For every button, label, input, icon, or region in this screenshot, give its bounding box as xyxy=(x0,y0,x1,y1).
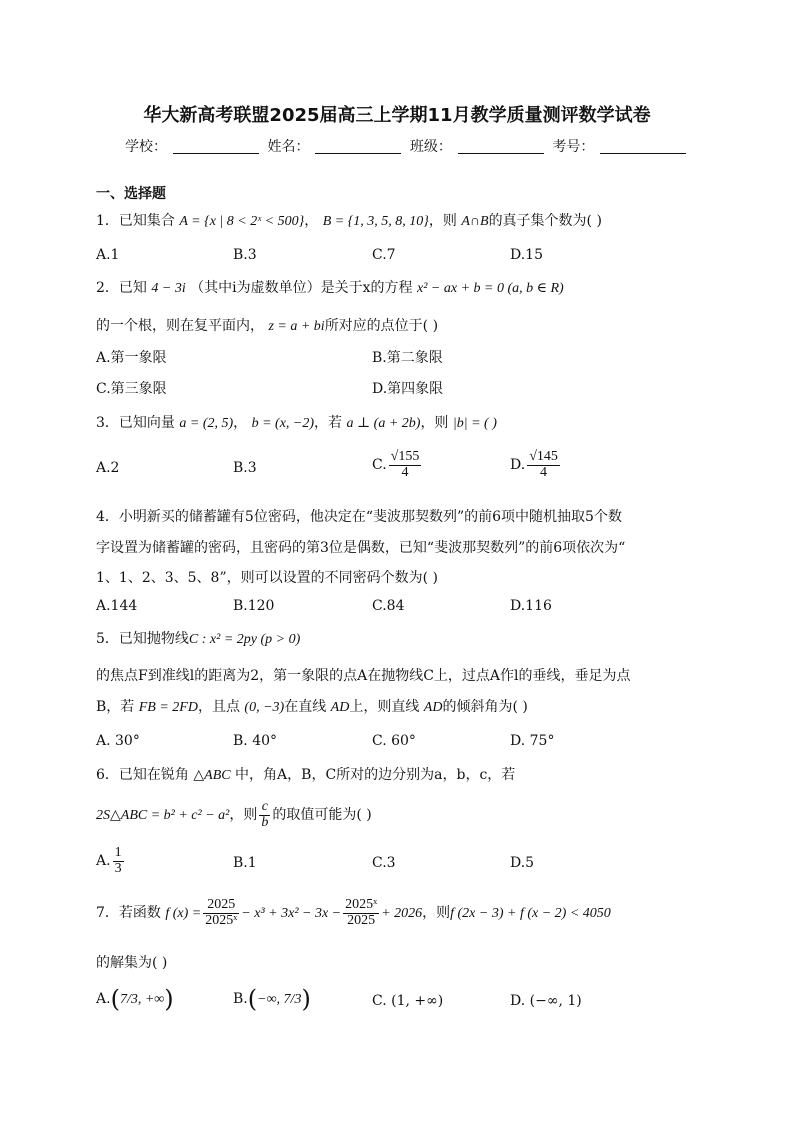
q4-option-d[interactable]: D.116 xyxy=(510,598,552,614)
q6-text-2: 中，角A，B，C所对的边分别为a，b，c，若 xyxy=(235,767,516,783)
question-5-line-2: 的焦点F到准线l的距离为2，第一象限的点A在抛物线C上，过点A作l的垂线，垂足为点 xyxy=(96,668,631,684)
q6-option-b[interactable]: B.1 xyxy=(233,855,257,871)
q3-sep: ， xyxy=(233,415,248,431)
class-blank[interactable] xyxy=(458,139,544,154)
question-6-line-2 xyxy=(96,800,372,830)
question-7-line-2: 的解集为( ) xyxy=(96,955,168,971)
q6-number: 6． xyxy=(96,767,119,783)
q7-inequality: f (2x − 3) + f (x − 2) < 4050 xyxy=(450,906,611,922)
q7-mid: − x³ + 3x² − 3x − xyxy=(241,906,342,922)
q7-frac1-num: 2025 xyxy=(203,898,239,914)
q3-abs-b: |b| = ( ) xyxy=(452,416,497,431)
q7-option-b[interactable]: B.(−∞, 7/3) xyxy=(233,985,311,1013)
question-5-line-3 xyxy=(96,696,528,716)
q3-perpendicular: a ⊥ (a + 2b) xyxy=(346,416,421,431)
student-info-line xyxy=(125,136,690,156)
q3-option-b[interactable]: B.3 xyxy=(233,460,257,476)
q3-option-c-den: 4 xyxy=(401,464,409,480)
q3-text: 已知向量 xyxy=(118,415,175,431)
q6-option-a-den: 3 xyxy=(114,860,122,876)
q5-option-b[interactable]: B. 40° xyxy=(233,733,278,749)
q2-root: 4 − 3i xyxy=(151,281,186,296)
q4-option-b[interactable]: B.120 xyxy=(233,598,275,614)
q7-option-d[interactable]: D. (−∞, 1) xyxy=(510,993,582,1009)
question-4-line-2: 字设置为储蓄罐的密码，且密码的第3位是偶数，已知“斐波那契数列”的前6项依次为“ xyxy=(96,540,626,556)
q1-intersection: A∩B xyxy=(461,214,489,229)
q2-text-4: 所对应的点位于( ) xyxy=(324,318,439,334)
q3-option-d-num: √145 xyxy=(529,449,558,464)
q6-option-c[interactable]: C.3 xyxy=(372,855,396,871)
q5-line-ad-2: AD xyxy=(423,700,443,715)
q3-vector-a: a = (2, 5) xyxy=(179,416,234,431)
name-blank[interactable] xyxy=(315,139,401,154)
q1-number: 1． xyxy=(96,213,119,229)
q3-option-c-label: C. xyxy=(372,457,387,474)
q5-line-ad: AD xyxy=(330,700,350,715)
q3-option-c[interactable] xyxy=(372,450,423,480)
question-4-line-1: 4．小明新买的储蓄罐有5位密码，他决定在“斐波那契数列”的前6项中随机抽取5个数 xyxy=(96,509,622,525)
exam-title: 华大新高考联盟2025届高三上学期11月教学质量测评数学试卷 xyxy=(143,105,651,126)
q1-option-a[interactable]: A.1 xyxy=(96,247,120,263)
q2-text-3: 的一个根，则在复平面内， xyxy=(96,318,264,334)
q5-text: 已知抛物线 xyxy=(118,631,189,647)
q6-option-a-num: 1 xyxy=(114,845,122,860)
q2-equation: x² − ax + b = 0 (a, b ∈ R) xyxy=(417,281,564,296)
q5-equation: C : x² = 2py (p > 0) xyxy=(188,632,301,647)
q2-text: 已知 xyxy=(118,280,147,296)
q7-option-a-label: A. xyxy=(96,991,111,1007)
q1-text: 已知集合 xyxy=(118,213,175,229)
q7-option-b-value: −∞, 7/3 xyxy=(257,992,302,1007)
q2-option-c[interactable]: C.第三象限 xyxy=(96,381,167,397)
q7-text: 若函数 xyxy=(118,905,161,922)
q1-option-d[interactable]: D.15 xyxy=(510,247,543,263)
exam-number-label: 考号： xyxy=(552,139,595,155)
question-2-line-2 xyxy=(96,315,438,335)
q2-text-2: （其中i为虚数单位）是关于x的方程 xyxy=(190,280,413,296)
q7-number: 7． xyxy=(96,905,119,922)
q6-text-3: ，则 xyxy=(229,807,258,824)
q1-text-3: 的真子集个数为( ) xyxy=(488,213,602,229)
q7-frac1-den: 2025ˣ xyxy=(205,912,238,928)
q5-option-d[interactable]: D. 75° xyxy=(510,733,555,749)
q7-option-a-value: 7/3, +∞ xyxy=(119,992,165,1007)
question-7 xyxy=(96,898,611,928)
q5-text-3c: 在直线 xyxy=(284,699,327,715)
q3-vector-b: b = (x, −2) xyxy=(251,416,315,431)
q1-set-a: A = {x | 8 < 2ˣ < 500} xyxy=(179,214,305,229)
q3-option-d-den: 4 xyxy=(540,464,548,480)
q7-frac2-num: 2025ˣ xyxy=(345,897,378,912)
q1-sep: ， xyxy=(304,213,319,229)
class-label: 班级： xyxy=(409,139,452,155)
q6-option-a-label: A. xyxy=(96,853,111,870)
q4-option-c[interactable]: C.84 xyxy=(372,598,405,614)
q5-point: (0, −3) xyxy=(244,700,285,715)
q3-option-c-num: √155 xyxy=(390,449,420,464)
q2-option-d[interactable]: D.第四象限 xyxy=(372,381,444,397)
question-1 xyxy=(96,210,602,230)
q3-text-3: ，则 xyxy=(420,415,449,431)
q3-option-d-label: D. xyxy=(510,457,526,474)
q3-option-d[interactable] xyxy=(510,450,562,480)
q5-vector-eq: FB = 2FD xyxy=(138,700,198,715)
q5-text-3e: 的倾斜角为( ) xyxy=(442,699,528,715)
q5-text-3a: B，若 xyxy=(96,699,135,715)
q5-text-3b: ，且点 xyxy=(197,699,240,715)
q4-option-a[interactable]: A.144 xyxy=(96,598,138,614)
q2-z: z = a + bi xyxy=(268,319,325,334)
q6-option-d[interactable]: D.5 xyxy=(510,855,535,871)
q5-option-c[interactable]: C. 60° xyxy=(372,733,416,749)
q1-text-2: ，则 xyxy=(428,213,457,229)
q5-text-3d: 上，则直线 xyxy=(349,699,420,715)
q7-option-a[interactable]: A.(7/3, +∞) xyxy=(96,985,174,1013)
section-heading: 一、选择题 xyxy=(96,186,166,202)
name-label: 姓名： xyxy=(267,139,310,155)
q7-tail: + 2026 xyxy=(381,906,423,922)
q1-set-b: B = {1, 3, 5, 8, 10} xyxy=(322,214,429,229)
q1-option-c[interactable]: C.7 xyxy=(372,247,396,263)
q6-option-a[interactable] xyxy=(96,846,126,876)
q6-frac-num: c xyxy=(259,800,270,816)
question-6 xyxy=(96,764,515,784)
question-2 xyxy=(96,277,564,297)
q5-option-a[interactable]: A. 30° xyxy=(96,733,140,749)
q2-option-a[interactable]: A.第一象限 xyxy=(96,350,167,366)
q6-triangle: △ABC xyxy=(193,768,231,783)
q7-option-c[interactable]: C. (1, +∞) xyxy=(372,993,444,1009)
q6-frac-den: b xyxy=(261,814,269,830)
q3-text-2: ，若 xyxy=(314,415,343,431)
q3-number: 3． xyxy=(96,415,119,431)
q2-option-b[interactable]: B.第二象限 xyxy=(372,350,443,366)
q6-equation: 2S△ABC = b² + c² − a² xyxy=(96,808,230,824)
q2-number: 2． xyxy=(96,280,119,296)
exam-number-blank[interactable] xyxy=(600,139,686,154)
q7-fx: f (x) = xyxy=(165,906,202,922)
q1-option-b[interactable]: B.3 xyxy=(233,247,257,263)
question-3 xyxy=(96,412,497,432)
school-blank[interactable] xyxy=(173,139,259,154)
q6-text: 已知在锐角 xyxy=(118,767,189,783)
q7-option-b-label: B. xyxy=(233,991,248,1007)
school-label: 学校： xyxy=(125,139,167,155)
q7-frac2-den: 2025 xyxy=(347,912,376,928)
q5-number: 5． xyxy=(96,631,119,647)
q7-text-2: ，则 xyxy=(422,905,451,922)
q3-option-a[interactable]: A.2 xyxy=(96,460,120,476)
question-4-line-3: 1、1、2、3、5、8”，则可以设置的不同密码个数为( ) xyxy=(96,570,438,586)
question-5 xyxy=(96,628,300,648)
q6-text-4: 的取值可能为( ) xyxy=(272,807,372,824)
